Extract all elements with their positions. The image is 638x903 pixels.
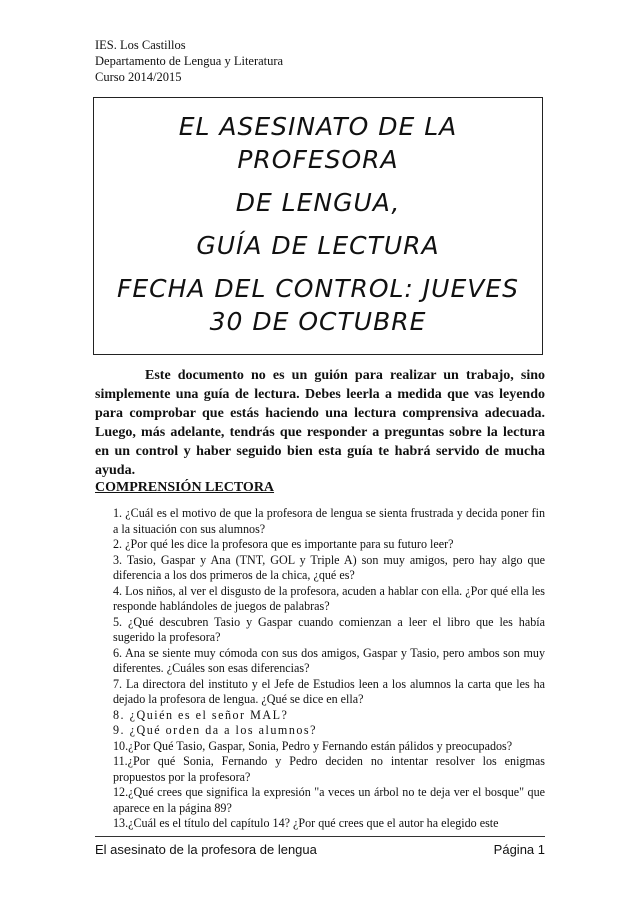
title-box xyxy=(93,97,543,355)
control-date-line-2: 30 DE OCTUBRE xyxy=(209,307,427,336)
title-line-3: DE LENGUA, xyxy=(235,188,401,217)
question-item: 6. Ana se siente muy cómoda con sus dos amigos, Gaspar y Tasio, pero ambos son muy diferentes. ¿Cuáles son esas diferencias? xyxy=(113,645,545,675)
document-header xyxy=(95,37,283,85)
question-item: 4. Los niños, al ver el disgusto de la profesora, acuden a hablar con ella. ¿Por qué ella les responde hablándoles de juegos de palabras? xyxy=(113,583,545,613)
section-heading: COMPRENSIÓN LECTORA xyxy=(95,480,275,495)
question-item: 5. ¿Qué descubren Tasio y Gaspar cuando comienzan a leer el libro que les había sugerido la profesora? xyxy=(113,614,545,644)
control-date-line-1: FECHA DEL CONTROL: JUEVES xyxy=(116,274,520,303)
school-year: Curso 2014/2015 xyxy=(95,70,182,84)
title-line-2: PROFESORA xyxy=(237,145,399,174)
school-name: IES. Los Castillos xyxy=(95,38,186,52)
department-name: Departamento de Lengua y Literatura xyxy=(95,54,284,68)
intro-paragraph: Este documento no es un guión para realizar un trabajo, sino simplemente una guía de lectura. Debes leerla a medida que vas leyendo para comprobar que estás haciendo una lectura comprensiva adecuada. Luego, más adelante, tendrás que responder a preguntas sobre la lectura en un control y haber seguido bien esta guía te habrá servido de mucha ayuda. xyxy=(95,368,545,478)
question-list xyxy=(113,506,545,832)
question-item: 9. ¿Qué orden da a los alumnos? xyxy=(113,723,318,737)
question-item: 2. ¿Por qué les dice la profesora que es importante para su futuro leer? xyxy=(113,537,454,551)
question-item: 8. ¿Quién es el señor MAL? xyxy=(113,707,289,722)
footer-document-title: El asesinato de la profesora de lengua xyxy=(95,842,317,857)
title-line-4: GUÍA DE LECTURA xyxy=(196,231,440,260)
question-item: 3. Tasio, Gaspar y Ana (TNT, GOL y Triple A) son muy amigos, pero hay algo que diferencia a los dos primeros de la chica, ¿qué es? xyxy=(113,552,545,582)
question-item: 12.¿Qué crees que significa la expresión "a veces un árbol no te deja ver el bosque" que aparece en la página 89? xyxy=(113,785,545,815)
question-item: 13.¿Cuál es el título del capítulo 14? ¿Por qué crees que el autor ha elegido este xyxy=(113,816,499,830)
title-line-1: EL ASESINATO DE LA xyxy=(178,112,458,141)
footer-divider xyxy=(95,836,545,837)
question-item: 11.¿Por qué Sonia, Fernando y Pedro deciden no intentar resolver los enigmas propuestos por la profesora? xyxy=(113,754,545,784)
question-item: 1. ¿Cuál es el motivo de que la profesora de lengua se sienta frustrada y decida poner fin a la situación con sus alumnos? xyxy=(113,506,545,536)
question-item: 7. La directora del instituto y el Jefe de Estudios leen a los alumnos la carta que les ha dejado la profesora de lengua. ¿Qué se dice en ella? xyxy=(113,676,545,706)
footer-page-number: Página 1 xyxy=(493,842,545,857)
question-item: 10.¿Por Qué Tasio, Gaspar, Sonia, Pedro y Fernando están pálidos y preocupados? xyxy=(113,738,513,753)
